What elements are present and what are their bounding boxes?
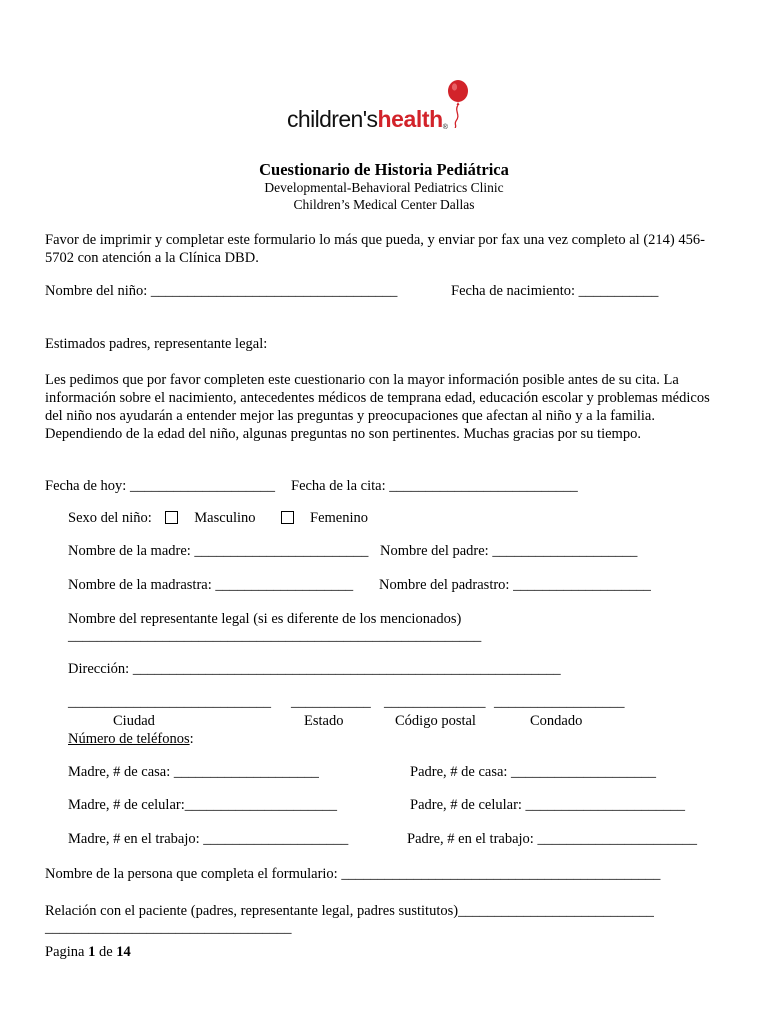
child-name-field[interactable]: Nombre del niño: __________________________________ (45, 283, 398, 299)
medical-center-name: Children’s Medical Center Dallas (293, 197, 475, 212)
father-home-phone-field[interactable]: Padre, # de casa: ____________________ (410, 764, 657, 780)
relation-line-field[interactable]: __________________________________ (45, 920, 292, 936)
guardian-name-field[interactable]: _________________________________________________________ (68, 628, 482, 644)
city-caption: Ciudad (113, 713, 155, 729)
male-checkbox[interactable] (165, 511, 178, 524)
page-footer (45, 944, 131, 961)
zip-field[interactable]: ______________ (384, 694, 486, 710)
guardian-label: Nombre del representante legal (si es diferente de los mencionados) (68, 611, 462, 627)
father-work-phone-field[interactable]: Padre, # en el trabajo: ______________________ (407, 831, 697, 847)
clinic-name: Developmental-Behavioral Pediatrics Clinic (264, 180, 504, 195)
today-date-field[interactable]: Fecha de hoy: ____________________ (45, 478, 275, 494)
birth-date-field[interactable]: Fecha de nacimiento: ___________ (451, 283, 659, 299)
completer-name-field[interactable]: Nombre de la persona que completa el formulario: ____________________________________________ (45, 866, 661, 882)
phones-heading (68, 731, 194, 748)
relation-field[interactable]: Relación con el paciente (padres, representante legal, padres sustitutos)___________________________ (45, 903, 654, 919)
page-word: Pagina (45, 944, 85, 960)
total-pages: 14 (116, 944, 131, 960)
logo-part1: children's (287, 106, 378, 132)
stepmother-name-field[interactable]: Nombre de la madrastra: ___________________ (68, 577, 354, 593)
zip-caption: Código postal (395, 713, 476, 729)
city-field[interactable]: ____________________________ (68, 694, 271, 710)
greeting: Estimados padres, representante legal: (45, 336, 268, 352)
county-caption: Condado (530, 713, 583, 729)
father-cell-phone-field[interactable]: Padre, # de celular: ______________________ (410, 797, 686, 813)
female-label: Femenino (310, 510, 368, 526)
form-title: Cuestionario de Historia Pediátrica (259, 160, 509, 179)
mother-work-phone-field[interactable]: Madre, # en el trabajo: ____________________ (68, 831, 349, 847)
logo-wordmark (287, 106, 447, 133)
sex-label: Sexo del niño: (68, 510, 152, 526)
mother-home-phone-field[interactable]: Madre, # de casa: ____________________ (68, 764, 319, 780)
page-number: 1 (88, 944, 96, 960)
child-sex-row (68, 510, 368, 527)
mother-name-field[interactable]: Nombre de la madre: ________________________ (68, 543, 369, 559)
county-field[interactable]: __________________ (494, 694, 625, 710)
body-paragraph: Les pedimos que por favor completen este cuestionario con la mayor información posible antes de su cita. La información sobre el nacimiento, antecedentes médicos de temprana edad, educación escolar y problemas médicos del niño nos ayudarán a entender mejor las preguntas y preocupaciones que afectan al niño y a la familia. Dependiendo de la edad del niño, algunas preguntas no son pertinentes. Muchas gracias por su tiempo. (45, 372, 710, 442)
address-field[interactable]: Dirección: ___________________________________________________________ (68, 661, 561, 677)
childrens-health-logo (287, 82, 487, 142)
balloon-icon (445, 80, 471, 128)
state-caption: Estado (304, 713, 344, 729)
mother-cell-phone-field[interactable]: Madre, # de celular:_____________________ (68, 797, 338, 813)
phones-heading-text: Número de teléfonos (68, 731, 190, 747)
stepfather-name-field[interactable]: Nombre del padrastro: ___________________ (379, 577, 651, 593)
appointment-date-field[interactable]: Fecha de la cita: __________________________ (291, 478, 578, 494)
logo-registered-mark: ® (442, 124, 448, 131)
state-field[interactable]: ___________ (291, 694, 371, 710)
father-name-field[interactable]: Nombre del padre: ____________________ (380, 543, 638, 559)
intro-paragraph: Favor de imprimir y completar este formulario lo más que pueda, y enviar por fax una vez completo al (214) 456-5702 con atención a la Clínica DBD. (45, 232, 705, 266)
of-word: de (98, 944, 113, 960)
logo-part2: health (377, 106, 443, 132)
female-checkbox[interactable] (281, 511, 294, 524)
phones-heading-colon: : (189, 731, 194, 747)
male-label: Masculino (194, 510, 256, 526)
